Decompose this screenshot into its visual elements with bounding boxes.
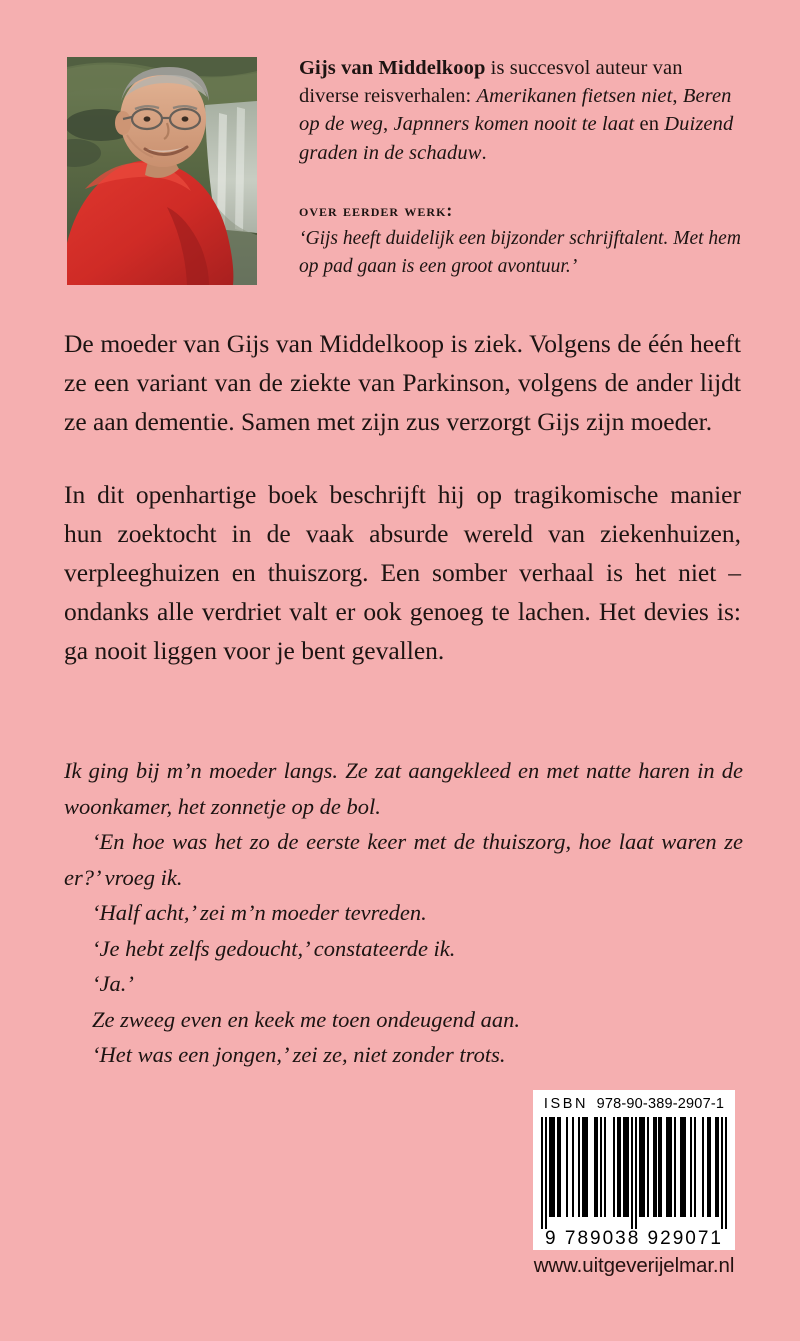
book-title-4: Duizend graden in de schaduw xyxy=(299,113,734,164)
bio-intro: is succesvol auteur van diverse reisverhalen: xyxy=(299,57,683,108)
barcode-bars xyxy=(541,1117,727,1229)
blurb-paragraph: In dit openhartige boek beschrijft hij op tragikomische manier hun zoektocht in de vaak absurde wereld van ziekenhuizen, verpleeghuizen en thuiszorg. Een somber verhaal is het niet – ondanks alle verdriet valt er ook genoeg te lachen. Het devies is: ga nooit liggen voor je bent gevallen. xyxy=(64,480,741,665)
excerpt-line: ‘Ja.’ xyxy=(92,971,134,996)
excerpt-line: ‘En hoe was het zo de eerste keer met de thuiszorg, hoe laat waren ze er?’ vroeg ik. xyxy=(64,829,743,890)
praise-heading: over eerder werk: xyxy=(299,200,454,220)
author-bio xyxy=(299,54,741,167)
author-section xyxy=(0,0,800,300)
isbn-label: ISBN xyxy=(543,1096,589,1112)
publisher-url: www.uitgeverijelmar.nl xyxy=(533,1254,735,1277)
blurb-section xyxy=(64,324,741,670)
bio-end-punct: . xyxy=(481,141,487,164)
author-portrait-illustration xyxy=(67,57,257,285)
excerpt-line: ‘Het was een jongen,’ zei ze, niet zonder trots. xyxy=(92,1042,506,1067)
excerpt-section xyxy=(64,753,743,1073)
excerpt-line: Ik ging bij m’n moeder langs. Ze zat aangekleed en met natte haren in de woonkamer, het zonnetje op de bol. xyxy=(64,758,743,819)
bio-sep-3: en xyxy=(634,113,665,136)
praise-quote: ‘Gijs heeft duidelijk een bijzonder schrijftalent. Met hem op pad gaan is een groot avontuur.’ xyxy=(299,228,741,277)
excerpt-line: ‘Half acht,’ zei m’n moeder tevreden. xyxy=(92,900,427,925)
excerpt-line: Ze zweeg even en keek me toen ondeugend aan. xyxy=(92,1006,520,1032)
excerpt-line: ‘Je hebt zelfs gedoucht,’ constateerde ik. xyxy=(92,935,456,961)
book-title-2: Beren op de weg xyxy=(299,85,732,136)
bio-sep-2: , xyxy=(383,113,394,136)
author-photo xyxy=(67,57,257,285)
book-title-1: Amerikanen fietsen niet xyxy=(476,85,673,108)
barcode-box xyxy=(533,1090,735,1250)
book-title-3: Japnners komen nooit te laat xyxy=(393,113,635,136)
isbn-line xyxy=(541,1096,727,1113)
isbn-number: 978-90-389-2907-1 xyxy=(596,1096,725,1112)
author-name: Gijs van Middelkoop xyxy=(299,57,486,79)
ean-digits: 9 789038 929071 xyxy=(533,1229,735,1249)
praise-section xyxy=(299,198,747,280)
blurb-paragraph: De moeder van Gijs van Middelkoop is ziek. Volgens de één heeft ze een variant van de ziekte van Parkinson, volgens de ander lijdt ze aan dementie. Samen met zijn zus verzorgt Gijs zijn moeder. xyxy=(64,329,741,436)
barcode-section xyxy=(521,1090,747,1278)
bio-sep-1: , xyxy=(672,85,683,108)
